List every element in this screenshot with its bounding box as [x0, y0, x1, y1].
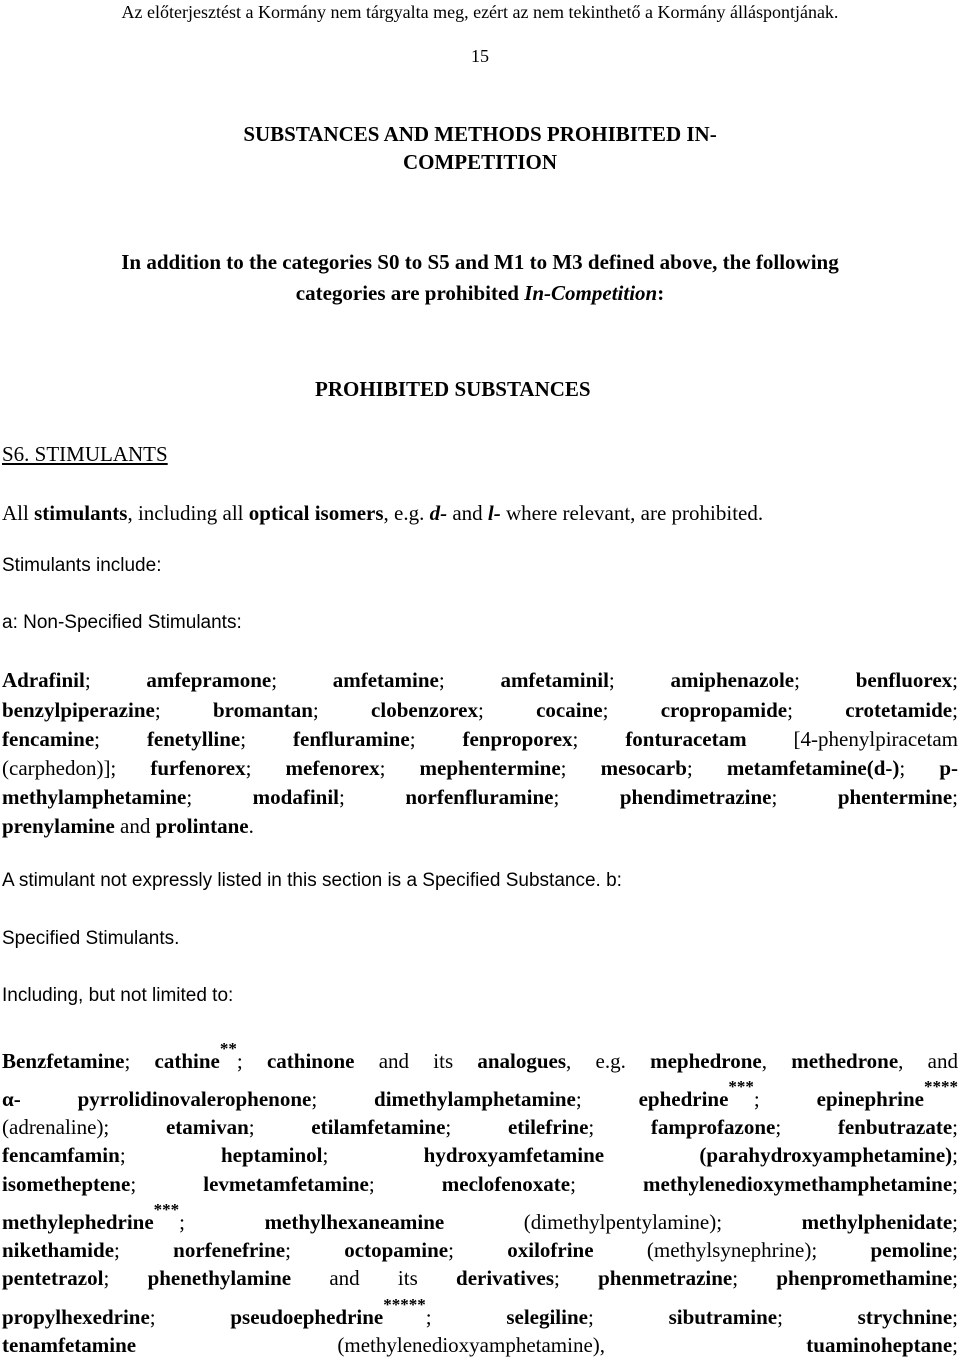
page-number: 15	[471, 46, 489, 66]
substance: oxilofrine	[507, 1238, 594, 1262]
substance: norfenefrine	[173, 1238, 286, 1262]
sep: ;	[899, 756, 940, 780]
term: optical isomers	[248, 501, 384, 525]
substance: amfepramone	[146, 668, 272, 692]
sep: ;	[103, 1266, 148, 1290]
sep: ;	[119, 1143, 221, 1167]
sp-line-6	[2, 1200, 958, 1235]
substance: methylphenidate	[801, 1210, 953, 1234]
substance: meclofenoxate	[441, 1172, 571, 1196]
substance: furfenorex	[150, 756, 246, 780]
specified-heading: Specified Stimulants.	[2, 928, 180, 949]
substance: etilamfetamine	[311, 1115, 446, 1139]
s6-heading: S6. STIMULANTS	[2, 442, 168, 466]
sep: ;	[952, 1305, 958, 1329]
substance: methedrone	[791, 1049, 899, 1073]
substance: fenfluramine	[293, 727, 410, 751]
substance: analogues	[477, 1049, 567, 1073]
sep: ;	[84, 668, 147, 692]
substance: nikethamide	[2, 1238, 115, 1262]
stimulants-include: Stimulants include:	[2, 555, 162, 576]
text: where relevant, are prohibited.	[500, 501, 764, 525]
substance: Benzfetamine	[2, 1049, 125, 1073]
substance: mesocarb	[600, 756, 687, 780]
text: [4-phenylpiracetam	[746, 727, 958, 751]
substance: methylephedrine	[2, 1210, 154, 1234]
text: (adrenaline);	[2, 1115, 166, 1139]
sep: ;	[245, 756, 286, 780]
text: and its	[291, 1266, 457, 1290]
sep: ;	[952, 1238, 958, 1262]
term: d-	[429, 501, 448, 525]
sep: ;	[248, 1115, 312, 1139]
substance: prolintane	[155, 814, 249, 838]
intro-colon: :	[657, 281, 665, 305]
substance: octopamine	[344, 1238, 449, 1262]
text: and	[114, 814, 156, 838]
substance: methylhexaneamine	[264, 1210, 445, 1234]
substance: fenproporex	[462, 727, 573, 751]
text: (methylsynephrine);	[593, 1238, 871, 1262]
sep	[604, 1143, 699, 1167]
footnote-marker: *****	[383, 1295, 426, 1314]
sep: ;	[179, 1210, 265, 1234]
ns-line-2	[2, 698, 958, 723]
intro-text: categories are prohibited	[295, 281, 525, 305]
footnote-marker: ***	[153, 1200, 180, 1219]
sep: ;	[952, 698, 958, 722]
sep: ;	[952, 1210, 958, 1234]
term: stimulants	[34, 501, 128, 525]
sep: ;	[425, 1305, 507, 1329]
sep: ;	[560, 756, 601, 780]
substance: (parahydroxyamphetamine)	[699, 1143, 953, 1167]
substance: levmetamfetamine	[203, 1172, 369, 1196]
intro-line-1: In addition to the categories S0 to S5 and M1 to M3 defined above, the following	[121, 250, 839, 274]
sep: ;	[240, 727, 294, 751]
substance: pseudoephedrine	[230, 1305, 384, 1329]
sep: ,	[761, 1049, 792, 1073]
substance: strychnine	[857, 1305, 953, 1329]
substance: tenamfetamine	[2, 1333, 137, 1357]
substance: benzylpiperazine	[2, 698, 155, 722]
text: , including all	[127, 501, 249, 525]
substance: phenpromethamine	[776, 1266, 953, 1290]
substance: metamfetamine(d-)	[726, 756, 900, 780]
sep: ;	[575, 1087, 639, 1111]
sep: ;	[952, 1115, 958, 1139]
text: , e.g.	[566, 1049, 651, 1073]
sep: ;	[285, 1238, 345, 1262]
sep: ;	[952, 785, 958, 809]
substance: phenmetrazine	[598, 1266, 733, 1290]
substance: sibutramine	[668, 1305, 778, 1329]
sep: ;	[154, 698, 213, 722]
page-title-line-2: COMPETITION	[402, 150, 557, 174]
sep: ;	[602, 698, 661, 722]
sep: ;	[952, 668, 958, 692]
sep: ;	[553, 785, 620, 809]
stimulants-intro	[2, 501, 958, 526]
sep: ;	[186, 785, 253, 809]
sep: ;	[94, 727, 147, 751]
ns-line-1	[2, 668, 958, 693]
substance: phenethylamine	[147, 1266, 292, 1290]
text: , and	[898, 1049, 958, 1073]
ns-line-3	[2, 727, 958, 752]
substance: fencamine	[2, 727, 95, 751]
substance: methylenedioxymethamphetamine	[643, 1172, 953, 1196]
sep: ;	[477, 698, 537, 722]
sp-line-4	[2, 1143, 958, 1168]
sep: ;	[114, 1238, 174, 1262]
sep: ;	[952, 1266, 958, 1290]
sep: ;	[379, 756, 420, 780]
substance: phendimetrazine	[619, 785, 772, 809]
substance: fenbutrazate	[837, 1115, 953, 1139]
text: , e.g.	[383, 501, 430, 525]
sp-line-2	[2, 1077, 958, 1112]
sep: ;	[124, 1049, 155, 1073]
substance: modafinil	[252, 785, 340, 809]
sep: ;	[339, 785, 406, 809]
substance: dimethylamphetamine	[374, 1087, 576, 1111]
text: (methylenedioxyamphetamine),	[136, 1333, 807, 1357]
footnote-marker: **	[219, 1039, 237, 1058]
sep: ;	[732, 1266, 777, 1290]
sep: ;	[686, 756, 727, 780]
sep: .	[248, 814, 254, 838]
footnote-marker: ***	[728, 1077, 754, 1096]
sep: ;	[587, 1305, 669, 1329]
sep: ;	[445, 1115, 508, 1139]
text: and	[447, 501, 488, 525]
footnote-marker: ****	[923, 1077, 958, 1096]
substance: prenylamine	[2, 814, 115, 838]
substance: amiphenazole	[670, 668, 795, 692]
sep: ;	[438, 668, 501, 692]
sep: ;	[787, 698, 846, 722]
sep: ;	[368, 1172, 442, 1196]
sp-line-9	[2, 1295, 958, 1330]
sep: ;	[572, 727, 626, 751]
substance: mephedrone	[650, 1049, 762, 1073]
intro-line-2	[0, 281, 960, 306]
substance: hydroxyamfetamine	[423, 1143, 605, 1167]
substance: pentetrazol	[2, 1266, 104, 1290]
ns-line-5	[2, 785, 958, 810]
sep: ;	[775, 1115, 838, 1139]
including-line: Including, but not limited to:	[2, 985, 234, 1006]
substance: selegiline	[506, 1305, 588, 1329]
substance: fonturacetam	[625, 727, 747, 751]
sep: ;	[311, 1087, 375, 1111]
sp-line-7	[2, 1238, 958, 1263]
sep: ;	[952, 1172, 958, 1196]
substance: fenetylline	[146, 727, 241, 751]
substance: epinephrine	[816, 1087, 924, 1111]
header-note: Az előterjesztést a Kormány nem tárgyalta meg, ezért az nem tekinthető a Kormány álláspontjának.	[121, 2, 839, 22]
substance: crotetamide	[845, 698, 953, 722]
sep: ;	[554, 1266, 599, 1290]
ns-line-4	[2, 756, 958, 781]
substance: clobenzorex	[371, 698, 478, 722]
substance: mefenorex	[285, 756, 380, 780]
substance: amfetamine	[332, 668, 439, 692]
substance: Adrafinil	[2, 668, 85, 692]
sp-line-8	[2, 1266, 958, 1291]
sep: ;	[771, 785, 838, 809]
sep: ;	[608, 668, 671, 692]
substance: pemoline	[870, 1238, 953, 1262]
substance: cathinone	[266, 1049, 355, 1073]
substance: benfluorex	[855, 668, 953, 692]
non-specified-heading: a: Non-Specified Stimulants:	[2, 612, 242, 633]
substance: etilefrine	[507, 1115, 589, 1139]
substance: mephentermine	[419, 756, 561, 780]
substance: p-	[939, 756, 959, 780]
substance: cocaine	[536, 698, 603, 722]
substance: norfenfluramine	[405, 785, 554, 809]
sep: ;	[312, 698, 372, 722]
sep: ;	[777, 1305, 858, 1329]
substance: cathine	[154, 1049, 220, 1073]
substance: derivatives	[456, 1266, 554, 1290]
substance: ephedrine	[638, 1087, 729, 1111]
substance: famprofazone	[650, 1115, 776, 1139]
text: (dimethylpentylamine);	[444, 1210, 802, 1234]
sp-line-10	[2, 1333, 958, 1358]
sp-line-5	[2, 1172, 958, 1197]
in-competition-term: In-Competition	[524, 281, 658, 305]
page-title-line-1: SUBSTANCES AND METHODS PROHIBITED IN-	[243, 122, 717, 146]
substance: amfetaminil	[500, 668, 609, 692]
text: All	[2, 501, 35, 525]
substance: isometheptene	[2, 1172, 131, 1196]
sep: ;	[271, 668, 333, 692]
sep: ;	[952, 1143, 959, 1167]
sep: ;	[448, 1238, 508, 1262]
sp-line-3	[2, 1115, 958, 1140]
substance: tuaminoheptane	[806, 1333, 953, 1357]
sep: ;	[149, 1305, 231, 1329]
substance: propylhexedrine	[2, 1305, 150, 1329]
sep: ;	[322, 1143, 424, 1167]
not-listed-line: A stimulant not expressly listed in this section is a Specified Substance. b:	[2, 870, 622, 891]
substance: fencamfamin	[2, 1143, 120, 1167]
sep: ;	[588, 1115, 651, 1139]
sep: ;	[570, 1172, 643, 1196]
sep: ;	[236, 1049, 267, 1073]
substance: methylamphetamine	[2, 785, 187, 809]
substance: phentermine	[837, 785, 953, 809]
sep: ;	[753, 1087, 817, 1111]
sep: ;	[409, 727, 463, 751]
sp-line-1	[2, 1039, 958, 1074]
ns-line-6	[2, 814, 958, 839]
text: and its	[354, 1049, 478, 1073]
sep: ;	[952, 1333, 958, 1357]
substance: heptaminol	[220, 1143, 323, 1167]
section-heading: PROHIBITED SUBSTANCES	[315, 377, 591, 401]
substance: etamivan	[165, 1115, 249, 1139]
text: (carphedon)];	[2, 756, 151, 780]
substance: cropropamide	[660, 698, 788, 722]
substance: bromantan	[212, 698, 313, 722]
sep: ;	[130, 1172, 204, 1196]
term: l-	[487, 501, 501, 525]
substance: α- pyrrolidinovalerophenone	[2, 1087, 312, 1111]
sep: ;	[794, 668, 856, 692]
